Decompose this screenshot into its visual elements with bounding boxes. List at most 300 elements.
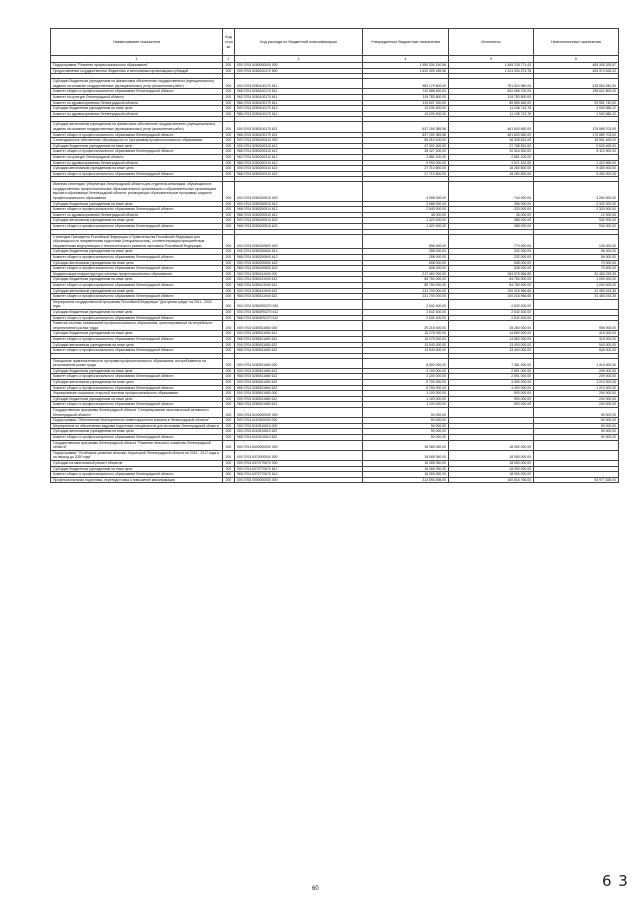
cell-executed: 14 860 000,00	[449, 336, 534, 342]
cell-name: Субсидии автономным учреждениям на иные цели	[51, 342, 223, 348]
cell-approved: 18 065 050,00	[363, 460, 449, 466]
cell-executed: 11 108 713,78	[449, 106, 534, 112]
cell-budget-code: 000 0704 52804R0270 000	[235, 299, 363, 309]
cell-name: Комитет по здравоохранению Ленинградской области	[51, 111, 223, 117]
cell-name: Комитет общего и профессионального образования Ленинградской области	[51, 374, 223, 380]
cell-line-code: 200	[223, 111, 235, 117]
cell-line-code: 200	[223, 380, 235, 386]
cell-budget-code: 000 0704 6370000000 000	[235, 450, 363, 460]
cell-unexecuted: 955 000,00	[534, 321, 619, 331]
cell-unexecuted: 56 000,00	[534, 249, 619, 255]
header-line-code: Код стро ки	[223, 29, 235, 56]
cell-approved: 2 640 000,00	[363, 207, 449, 213]
cell-budget-code: 968 0704 5280511680 612	[235, 402, 363, 408]
table-row	[51, 358, 619, 368]
cell-approved: 1 950 534 150,56	[363, 63, 449, 69]
cell-approved: 13 039 300,00	[363, 111, 449, 117]
cell-budget-code: 000 0704 5280200310 000	[235, 138, 363, 144]
cell-line-code: 200	[223, 435, 235, 441]
cell-unexecuted: 1 419 000,00	[534, 358, 619, 368]
cell-line-code: 200	[223, 385, 235, 391]
cell-line-code: 200	[223, 160, 235, 166]
cell-budget-code: 962 0704 5280200310 612	[235, 154, 363, 160]
cell-executed: 356 000,00	[449, 201, 534, 207]
cell-unexecuted: 228 554 540,00	[534, 79, 619, 89]
cell-budget-code: 000 0704 5280511650 622	[235, 342, 363, 348]
cell-executed: 20 316 300,00	[449, 149, 534, 155]
cell-name: Субсидии автономным учреждениям на иные цели	[51, 380, 223, 386]
cell-approved: 5 700 000,00	[363, 380, 449, 386]
cell-executed: 28 260 000,00	[449, 321, 534, 331]
cell-approved: 50 000,00	[363, 418, 449, 424]
cell-name: Субсидии автономным учреждениям на иные цели	[51, 429, 223, 435]
cell-executed: 1 469 228 771,43	[449, 63, 534, 69]
cell-approved: 27 710 800,00	[363, 166, 449, 172]
cell-budget-code: 000 0704 5280511680 612	[235, 396, 363, 402]
cell-unexecuted: 1 000 000,00	[534, 282, 619, 288]
cell-budget-code: 968 0704 6370770670 612	[235, 472, 363, 478]
cell-budget-code: 000 0704 5280200510 622	[235, 218, 363, 224]
cell-executed: 2 632 400,00	[449, 315, 534, 321]
cell-line-code: 200	[223, 423, 235, 429]
cell-line-code: 200	[223, 100, 235, 106]
cell-executed: 100 216 966,65	[449, 288, 534, 294]
cell-approved: 2 632 400,00	[363, 299, 449, 309]
cell-line-code: 200	[223, 402, 235, 408]
cell-approved: 18 065 050,00	[363, 466, 449, 472]
cell-unexecuted: 56 000,00	[534, 255, 619, 261]
cell-executed: 4 490 000,00	[449, 380, 534, 386]
header-approved: Утвержденные бюджетные назначения	[363, 29, 449, 56]
cell-approved: 18 065 050,00	[363, 450, 449, 460]
cell-line-code: 200	[223, 358, 235, 368]
cell-executed: 900 000,00	[449, 402, 534, 408]
cell-name: Субсидии бюджетным учреждениям на иные цели	[51, 309, 223, 315]
cell-budget-code: 000 0704 5280411940 622	[235, 288, 363, 294]
cell-line-code: 200	[223, 63, 235, 69]
cell-approved: 1 320 000,00	[363, 218, 449, 224]
cell-name: Субсидии автономным учреждениям на иные цели	[51, 166, 223, 172]
table-header-row	[51, 29, 619, 56]
cell-name: Комитет общего и профессионального образования Ленинградской области	[51, 255, 223, 261]
cell-name: Комитет общего и профессионального образования Ленинградской области	[51, 266, 223, 272]
cell-line-code: 200	[223, 132, 235, 138]
cell-line-code: 200	[223, 68, 235, 74]
cell-executed: 461 600 650,00	[449, 132, 534, 138]
cell-approved: 3 100 000,00	[363, 374, 449, 380]
cell-name: Субсидии на капитальный ремонт объектов	[51, 460, 223, 466]
cell-unexecuted: 932 000,00	[534, 224, 619, 230]
cell-name: Комитет по здравоохранению Ленинградской области	[51, 100, 223, 106]
cell-executed: 18 050 000,00	[449, 440, 534, 450]
cell-name: Комитет общего и профессионального образования Ленинградской области	[51, 207, 223, 213]
budget-execution-table	[50, 28, 619, 483]
cell-unexecuted: 198 822 800,00	[534, 89, 619, 95]
cell-unexecuted: 415 000,00	[534, 336, 619, 342]
cell-approved: 8 800 000,00	[363, 358, 449, 368]
cell-name: Подпрограмма "Обеспечение благоприятного инвестиционного климата в Ленинградской области"	[51, 418, 223, 424]
cell-name: Комитет общего и профессионального образования Ленинградской области	[51, 435, 223, 441]
cell-line-code: 200	[223, 171, 235, 177]
cell-name: Комитет общего и профессионального образования Ленинградской области	[51, 89, 223, 95]
cell-executed: 11 108 713,78	[449, 111, 534, 117]
cell-approved: 2 632 400,00	[363, 309, 449, 315]
cell-budget-code: 986 0704 5280100170 612	[235, 111, 363, 117]
cell-approved: 29 215 000,00	[363, 321, 449, 331]
cell-name: Комитет по здравоохранению Ленинградской области	[51, 212, 223, 218]
cell-executed: 542 065 700,00	[449, 89, 534, 95]
cell-budget-code: 968 0704 5280511650 622	[235, 348, 363, 354]
cell-unexecuted	[534, 299, 619, 309]
cell-name: Комитет общего и профессионального образования Ленинградской области	[51, 132, 223, 138]
cell-name: Комитет по культуре Ленинградской области	[51, 94, 223, 100]
cell-executed: 36 000,00	[449, 212, 534, 218]
cell-budget-code: 968 0704 5280200600 612	[235, 255, 363, 261]
cell-line-code: 200	[223, 460, 235, 466]
header-unexecuted: Неисполненные назначения	[534, 29, 619, 56]
cell-name: Подпрограмма "Развитие профессионального образования"	[51, 63, 223, 69]
cell-budget-code: 968 0704 5280411940 612	[235, 282, 363, 288]
cell-unexecuted: 50 000,00	[534, 418, 619, 424]
cell-line-code: 200	[223, 472, 235, 478]
cell-name: Субсидии бюджетным учреждениям на финансовое обеспечение государственного (муниципального) задания на оказание государственных (муниципальных) услуг (выполнение работ)	[51, 79, 223, 89]
cell-executed: 13 400 000,00	[449, 342, 534, 348]
cell-executed: 1 224 334 273,78	[449, 68, 534, 74]
cell-approved: 637 190 389,56	[363, 122, 449, 132]
cell-executed: 770 000,00	[449, 234, 534, 249]
cell-executed: 18 260 800,00	[449, 166, 534, 172]
cell-name: Субсидии бюджетным учреждениям на иные цели	[51, 249, 223, 255]
cell-name: Повышение привлекательности программ профессионального образования, востребованных на региональном рынке труда	[51, 358, 223, 368]
table-body	[51, 63, 619, 483]
cell-executed: 538 000,00	[449, 266, 534, 272]
cell-line-code: 200	[223, 249, 235, 255]
cell-unexecuted: 70 000,00	[534, 266, 619, 272]
cell-executed: 2 632 400,00	[449, 309, 534, 315]
cell-line-code: 200	[223, 391, 235, 397]
cell-unexecuted: 200 000,00	[534, 391, 619, 397]
cell-line-code: 200	[223, 450, 235, 460]
table-row	[51, 234, 619, 249]
cell-name: Комитет по здравоохранению Ленинградской области	[51, 160, 223, 166]
cell-approved: 608 000,00	[363, 260, 449, 266]
colnum: 3	[235, 56, 363, 63]
cell-name: Комитет общего и профессионального образования Ленинградской области	[51, 336, 223, 342]
cell-budget-code: 000 0704 6110510610 622	[235, 429, 363, 435]
cell-line-code: 200	[223, 143, 235, 149]
cell-approved: 2 881 100,00	[363, 154, 449, 160]
cell-name: Субсидии бюджетным учреждениям на иные цели	[51, 143, 223, 149]
cell-budget-code: 000 0704 5280200510 612	[235, 201, 363, 207]
cell-line-code: 200	[223, 348, 235, 354]
cell-name: Комитет общего и профессионального образования Ленинградской области	[51, 282, 223, 288]
cell-unexecuted: 53 977 835,00	[534, 477, 619, 483]
cell-executed: 18 260 800,00	[449, 171, 534, 177]
table-row	[51, 450, 619, 460]
cell-unexecuted: 50 000,00	[534, 435, 619, 441]
cell-executed: 160 616 765,00	[449, 477, 534, 483]
cell-approved: 65 310 100,00	[363, 138, 449, 144]
cell-approved: 50 000,00	[363, 429, 449, 435]
cell-unexecuted	[534, 440, 619, 450]
cell-name: Комитет общего и профессионального образования Ленинградской области	[51, 171, 223, 177]
cell-budget-code: 000 0704 5280200600 622	[235, 260, 363, 266]
cell-executed: 2 891 000,00	[449, 368, 534, 374]
cell-budget-code: 000 0704 5280411940 612	[235, 277, 363, 283]
cell-name: Мероприятия по обеспечению кадрами подготовки специалистов для экономики Ленинградской области	[51, 423, 223, 429]
cell-name: Комитет общего и профессионального образования Ленинградской области	[51, 348, 223, 354]
cell-budget-code: 968 0704 5280200510 612	[235, 207, 363, 213]
cell-budget-code: 000 0704 5280511660 622	[235, 380, 363, 386]
cell-approved: 2 632 400,00	[363, 315, 449, 321]
cell-name: Государственная программа Ленинградской области "Стимулирование экономической активности Ленинградской области"	[51, 408, 223, 418]
cell-name: Профессиональная подготовка, переподготовка и повышение квалификации	[51, 477, 223, 483]
cell-name: Субсидии бюджетным учреждениям на иные цели	[51, 368, 223, 374]
cell-unexecuted: 31 483 033,35	[534, 294, 619, 300]
cell-unexecuted: 9 450 000,00	[534, 171, 619, 177]
cell-approved: 896 000,00	[363, 234, 449, 249]
cell-approved: 5 994 000,00	[363, 160, 449, 166]
cell-executed: 13 400 000,00	[449, 348, 534, 354]
cell-budget-code: 968 0704 5280100170 621	[235, 132, 363, 138]
cell-executed: 46 328 631,00	[449, 138, 534, 144]
cell-unexecuted: 932 000,00	[534, 218, 619, 224]
cell-line-code: 200	[223, 321, 235, 331]
cell-executed: 4 571 431,00	[449, 160, 534, 166]
cell-executed: 119 783 800,00	[449, 94, 534, 100]
cell-executed: 744 000,00	[449, 182, 534, 201]
cell-line-code: 200	[223, 106, 235, 112]
header-executed: Исполнено	[449, 29, 534, 56]
cell-approved: 288 000,00	[363, 249, 449, 255]
cell-line-code: 200	[223, 266, 235, 272]
header-name: Наименование показателя	[51, 29, 223, 56]
page-number: 60	[312, 886, 319, 892]
cell-name: Модернизация инфраструктуры системы профессионального образования	[51, 271, 223, 277]
cell-approved: 85 760 000,00	[363, 277, 449, 283]
cell-unexecuted: 31 483 033,35	[534, 288, 619, 294]
cell-budget-code: 000 0704 5280511650 000	[235, 321, 363, 331]
cell-executed: 84 760 000,00	[449, 277, 534, 283]
cell-name: Комитет общего и профессионального образования Ленинградской области	[51, 224, 223, 230]
cell-name: Субсидии автономным учреждениям на финансовое обеспечение государственного (муниципального) задания на оказание государственных (муниципальных) услуг (выполнение работ)	[51, 122, 223, 132]
cell-approved: 217 460 000,00	[363, 271, 449, 277]
cell-executed: 84 760 000,00	[449, 282, 534, 288]
cell-line-code: 200	[223, 408, 235, 418]
cell-line-code: 200	[223, 218, 235, 224]
cell-budget-code: 000 0704 5280200510 000	[235, 182, 363, 201]
cell-budget-code: 968 0704 5280100170 611	[235, 89, 363, 95]
cell-approved: 18 065 050,00	[363, 472, 449, 478]
cell-name: Субсидии автономным учреждениям на иные цели	[51, 260, 223, 266]
cell-budget-code: 000 0704 5280200310 622	[235, 166, 363, 172]
report-page	[50, 28, 618, 483]
cell-name: Комитет общего и профессионального образования Ленинградской области	[51, 385, 223, 391]
cell-unexecuted: 209 000,00	[534, 374, 619, 380]
cell-name: Государственная программа Ленинградской области "Развитие сельского хозяйства Ленинградской области"	[51, 440, 223, 450]
table-row	[51, 477, 619, 483]
cell-approved: 2 688 000,00	[363, 201, 449, 207]
cell-name: Формирование социально открытой системы профессионального образования	[51, 391, 223, 397]
cell-budget-code: 968 0704 5280511650 612	[235, 336, 363, 342]
cell-approved: 288 000,00	[363, 255, 449, 261]
cell-unexecuted: 50 000,00	[534, 429, 619, 435]
cell-executed: 18 050 000,00	[449, 466, 534, 472]
cell-budget-code: 000 0704 6370770670 612	[235, 466, 363, 472]
cell-approved: 1 320 000,00	[363, 224, 449, 230]
colnum: 1	[51, 56, 223, 63]
cell-executed: 900 000,00	[449, 391, 534, 397]
cell-executed: 461 600 650,00	[449, 122, 534, 132]
cell-approved: 37 302 300,00	[363, 143, 449, 149]
cell-budget-code: 986 0704 5280200310 612	[235, 160, 363, 166]
cell-approved: 85 760 000,00	[363, 282, 449, 288]
cell-approved: 15 275 000,00	[363, 331, 449, 337]
cell-name: Комитет общего и профессионального образования Ленинградской области	[51, 149, 223, 155]
cell-name: Стипендия Президента Российской Федерации и Правительства Российской Федерации для обучающихся по направлениям подготовки (специальностям), соответствующим приоритетным направлениям модернизации и технологического развития экономики Российской Федерации	[51, 234, 223, 249]
cell-unexecuted: 12 000,00	[534, 212, 619, 218]
cell-budget-code: 962 0704 5280100170 611	[235, 94, 363, 100]
cell-name: Комитет по культуре Ленинградской области	[51, 154, 223, 160]
cell-unexecuted: 1 210 000,00	[534, 385, 619, 391]
cell-approved: 214 594 498,00	[363, 477, 449, 483]
cell-name: Субсидии бюджетным учреждениям на иные цели	[51, 331, 223, 337]
cell-name: Субсидии автономным учреждениям на иные цели	[51, 288, 223, 294]
table-row	[51, 182, 619, 201]
cell-name: Предоставление государственных бюджетных и автономным организациям субсидий	[51, 68, 223, 74]
cell-executed: 2 891 000,00	[449, 374, 534, 380]
cell-unexecuted: 540 000,00	[534, 342, 619, 348]
cell-approved: 1 100 000,00	[363, 402, 449, 408]
cell-line-code: 200	[223, 166, 235, 172]
cell-name: Субсидии бюджетным учреждениям на иные цели	[51, 396, 223, 402]
cell-executed	[449, 408, 534, 418]
cell-budget-code: 000 0704 6110510610 000	[235, 423, 363, 429]
cell-line-code: 200	[223, 89, 235, 95]
cell-budget-code: 000 0704 5280411940 000	[235, 271, 363, 277]
cell-budget-code: 000 0704 5280511660 000	[235, 358, 363, 368]
cell-line-code: 200	[223, 315, 235, 321]
cell-name: Подпрограмма "Устойчивое развитие сельских территорий Ленинградской области на 2014 - 2017 годы и на период до 2020 года"	[51, 450, 223, 460]
cell-unexecuted: 175 589 703,00	[534, 132, 619, 138]
table-row	[51, 321, 619, 331]
cell-budget-code: 000 0704 5280100170 612	[235, 106, 363, 112]
cell-budget-code: 000 0704 6100000000 000	[235, 408, 363, 418]
cell-approved: 13 940 000,00	[363, 342, 449, 348]
cell-budget-code: 000 0704 5280511680 000	[235, 391, 363, 397]
cell-unexecuted: 29 951 740,00	[534, 100, 619, 106]
cell-line-code: 200	[223, 94, 235, 100]
cell-budget-code: 000 0704 5280511650 612	[235, 331, 363, 337]
cell-line-code: 200	[223, 374, 235, 380]
cell-executed: 538 000,00	[449, 260, 534, 266]
cell-line-code: 200	[223, 331, 235, 337]
cell-approved: 13 940 000,00	[363, 348, 449, 354]
cell-budget-code: 000 0704 5280100170 611	[235, 79, 363, 89]
cell-executed: 900 000,00	[449, 396, 534, 402]
cell-budget-code: 968 0704 5280511660 622	[235, 385, 363, 391]
table-row	[51, 122, 619, 132]
cell-budget-code: 000 0704 52804R0270 612	[235, 309, 363, 315]
cell-name: Именная стипендия Губернатора Ленинградской области для студентов-инвалидов, обучающихся в государственных профессиональных образовательных организациях и образовательных организациях высшего образования Ленинградской области, реализующих образовательные программы среднего профессионального образования	[51, 182, 223, 201]
cell-budget-code: 000 0704 5280100170 621	[235, 122, 363, 132]
cell-approved: 608 000,00	[363, 266, 449, 272]
cell-name: Субсидии бюджетным учреждениям на иные цели	[51, 201, 223, 207]
cell-executed: 232 000,00	[449, 249, 534, 255]
cell-line-code: 200	[223, 138, 235, 144]
cell-unexecuted: 200 000,00	[534, 402, 619, 408]
cell-line-code: 200	[223, 79, 235, 89]
cell-budget-code: 968 0704 6110510610 622	[235, 435, 363, 441]
cell-line-code: 200	[223, 122, 235, 132]
cell-budget-code: 968 0704 5280200310 622	[235, 171, 363, 177]
cell-line-code: 200	[223, 429, 235, 435]
cell-approved: 28 427 200,00	[363, 149, 449, 155]
cell-approved: 740 888 500,00	[363, 89, 449, 95]
colnum: 5	[449, 56, 534, 63]
colnum: 2	[223, 56, 235, 63]
cell-approved: 637 190 389,56	[363, 132, 449, 138]
cell-unexecuted: 1 210 000,00	[534, 380, 619, 386]
cell-line-code: 200	[223, 466, 235, 472]
cell-line-code: 200	[223, 207, 235, 213]
cell-line-code: 200	[223, 342, 235, 348]
cell-executed: 4 490 000,00	[449, 385, 534, 391]
cell-budget-code: 000 0704 6110000000 000	[235, 418, 363, 424]
cell-name: Комитет общего и профессионального образования Ленинградской области	[51, 294, 223, 300]
table-row	[51, 440, 619, 450]
cell-unexecuted: 32 483 033,35	[534, 271, 619, 277]
cell-name: Субсидии бюджетным учреждениям на иные цели	[51, 277, 223, 283]
cell-budget-code: 000 0704 5280200600 000	[235, 234, 363, 249]
cell-approved: 1 100 000,00	[363, 391, 449, 397]
cell-budget-code: 000 0704 5280511660 612	[235, 368, 363, 374]
cell-line-code: 200	[223, 282, 235, 288]
colnum: 6	[534, 56, 619, 63]
cell-name: Комитет общего и профессионального образования Ленинградской области	[51, 472, 223, 478]
cell-executed: 2 881 100,00	[449, 154, 534, 160]
cell-budget-code: 000 0705 0000000000 000	[235, 477, 363, 483]
cell-approved: 15 275 000,00	[363, 336, 449, 342]
cell-approved: 5 700 000,00	[363, 385, 449, 391]
cell-unexecuted: 1 930 586,22	[534, 106, 619, 112]
cell-executed: 184 976 966,85	[449, 271, 534, 277]
header-budget-code: Код расхода по бюджетной классификации	[235, 29, 363, 56]
cell-unexecuted: 9 533 469,00	[534, 143, 619, 149]
cell-unexecuted	[534, 450, 619, 460]
cell-unexecuted: 405 374 526,22	[534, 68, 619, 74]
cell-line-code: 200	[223, 260, 235, 266]
cell-name: Комитет общего и профессионального образования Ленинградской области	[51, 315, 223, 321]
cell-budget-code: 968 0704 5280200600 622	[235, 266, 363, 272]
table-row	[51, 408, 619, 418]
cell-unexecuted: 175 589 703,00	[534, 122, 619, 132]
cell-unexecuted: 1 000 000,00	[534, 277, 619, 283]
cell-executed: 14 860 000,00	[449, 331, 534, 337]
cell-budget-code: 968 0704 5280411940 622	[235, 294, 363, 300]
cell-unexecuted: 70 000,00	[534, 260, 619, 266]
cell-executed: 18 050 000,00	[449, 472, 534, 478]
cell-approved: 119 607 200,00	[363, 100, 449, 106]
cell-executed: 320 000,00	[449, 207, 534, 213]
cell-line-code: 200	[223, 368, 235, 374]
cell-line-code: 200	[223, 154, 235, 160]
cell-line-code: 200	[223, 288, 235, 294]
cell-executed: 27 768 831,00	[449, 143, 534, 149]
cell-line-code: 200	[223, 212, 235, 218]
cell-name: Субсидии бюджетным учреждениям на иные цели	[51, 106, 223, 112]
cell-unexecuted: 2 320 000,00	[534, 207, 619, 213]
